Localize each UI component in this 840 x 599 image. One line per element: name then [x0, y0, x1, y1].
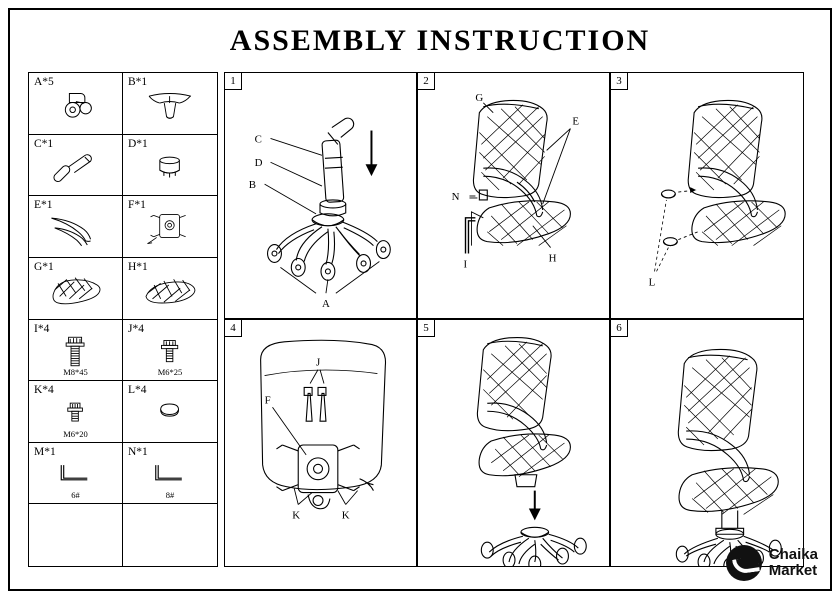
part-code-G: G*1	[34, 260, 54, 273]
part-code-C: C*1	[34, 137, 54, 150]
step-panel-6	[610, 319, 804, 567]
medium-bolt-icon	[123, 334, 217, 371]
callout-J: J	[316, 356, 321, 369]
part-code-H: H*1	[128, 260, 148, 273]
callout-F: F	[264, 394, 271, 407]
callout-A: A	[321, 298, 330, 311]
callout-K-right: K	[341, 509, 350, 522]
part-code-A: A*5	[34, 76, 54, 88]
chaika-swoosh-icon	[726, 545, 762, 581]
page-title: ASSEMBLY INSTRUCTION	[229, 24, 651, 57]
brand-line-2: Market	[768, 562, 818, 579]
plastic-cap-icon	[123, 395, 217, 432]
callout-C: C	[254, 133, 262, 146]
parts-cell-empty-2	[123, 504, 217, 566]
part-spec-K: M6*20	[63, 428, 88, 439]
hex-key-8-icon	[123, 457, 217, 494]
parts-cell-empty-1	[29, 504, 123, 566]
hex-key-6-icon	[29, 457, 122, 494]
part-spec-N: 8#	[165, 490, 175, 501]
part-code-B: B*1	[128, 76, 148, 88]
part-code-L: L*4	[128, 384, 147, 397]
step-panel-5	[417, 319, 610, 567]
armrest-pair-icon	[29, 210, 122, 247]
caster-wheel-icon	[29, 87, 122, 124]
step-panel-3	[610, 72, 804, 319]
part-spec-J: M6*25	[157, 367, 183, 378]
parts-cell-G	[29, 258, 123, 320]
step-6-diagram	[611, 320, 803, 566]
callout-E: E	[572, 115, 580, 128]
step-panel-4	[224, 319, 417, 567]
parts-cell-F	[123, 196, 217, 258]
callout-H: H	[548, 252, 557, 265]
parts-cell-N	[123, 443, 217, 505]
parts-cell-L	[123, 381, 217, 443]
short-bolt-icon	[29, 395, 122, 432]
callout-N: N	[451, 190, 460, 203]
part-code-F: F*1	[128, 199, 146, 212]
step-4-diagram	[225, 320, 416, 566]
step-number-2: 2	[418, 73, 435, 90]
step-number-3: 3	[611, 73, 628, 90]
part-code-I: I*4	[34, 322, 50, 335]
parts-table	[28, 72, 218, 567]
callout-I: I	[463, 258, 468, 271]
step-3-diagram	[611, 73, 803, 318]
gas-lift-cylinder-icon	[29, 149, 122, 186]
parts-cell-I	[29, 320, 123, 382]
step-panel-1	[224, 72, 417, 319]
cylinder-cover-icon	[123, 149, 217, 186]
assembly-steps	[224, 72, 804, 567]
parts-cell-M	[29, 443, 123, 505]
five-star-base-icon	[123, 87, 217, 124]
part-code-E: E*1	[34, 199, 53, 212]
step-1-diagram	[225, 73, 416, 318]
parts-cell-D	[123, 135, 217, 197]
parts-cell-K	[29, 381, 123, 443]
callout-K-left: K	[292, 509, 301, 522]
tilt-mechanism-icon	[123, 210, 217, 247]
parts-cell-H	[123, 258, 217, 320]
parts-cell-C	[29, 135, 123, 197]
step-5-diagram	[418, 320, 609, 566]
part-spec-M: 6#	[71, 490, 80, 501]
brand-wordmark	[769, 547, 818, 579]
parts-cell-B	[123, 73, 217, 135]
part-spec-I: M8*45	[63, 367, 88, 378]
long-bolt-icon	[29, 334, 122, 371]
step-number-1: 1	[225, 73, 242, 90]
callout-D: D	[254, 157, 263, 170]
step-2-diagram	[418, 73, 609, 318]
parts-cell-A	[29, 73, 123, 135]
callout-B: B	[248, 179, 257, 192]
brand-line-1: Chaika	[768, 546, 818, 564]
part-code-J: J*4	[128, 322, 144, 335]
part-code-K: K*4	[34, 384, 54, 397]
part-code-N: N*1	[128, 445, 148, 458]
step-number-6: 6	[611, 320, 628, 337]
step-number-4: 4	[225, 320, 242, 337]
seat-cushion-icon	[123, 272, 217, 309]
backrest-icon	[29, 272, 122, 309]
part-code-M: M*1	[34, 445, 56, 458]
step-number-5: 5	[418, 320, 435, 337]
parts-cell-E	[29, 196, 123, 258]
callout-L: L	[648, 276, 656, 289]
parts-cell-J	[123, 320, 217, 382]
step-panel-2	[417, 72, 610, 319]
part-code-D: D*1	[128, 137, 148, 150]
brand-logo	[726, 545, 818, 581]
callout-G: G	[475, 91, 484, 104]
